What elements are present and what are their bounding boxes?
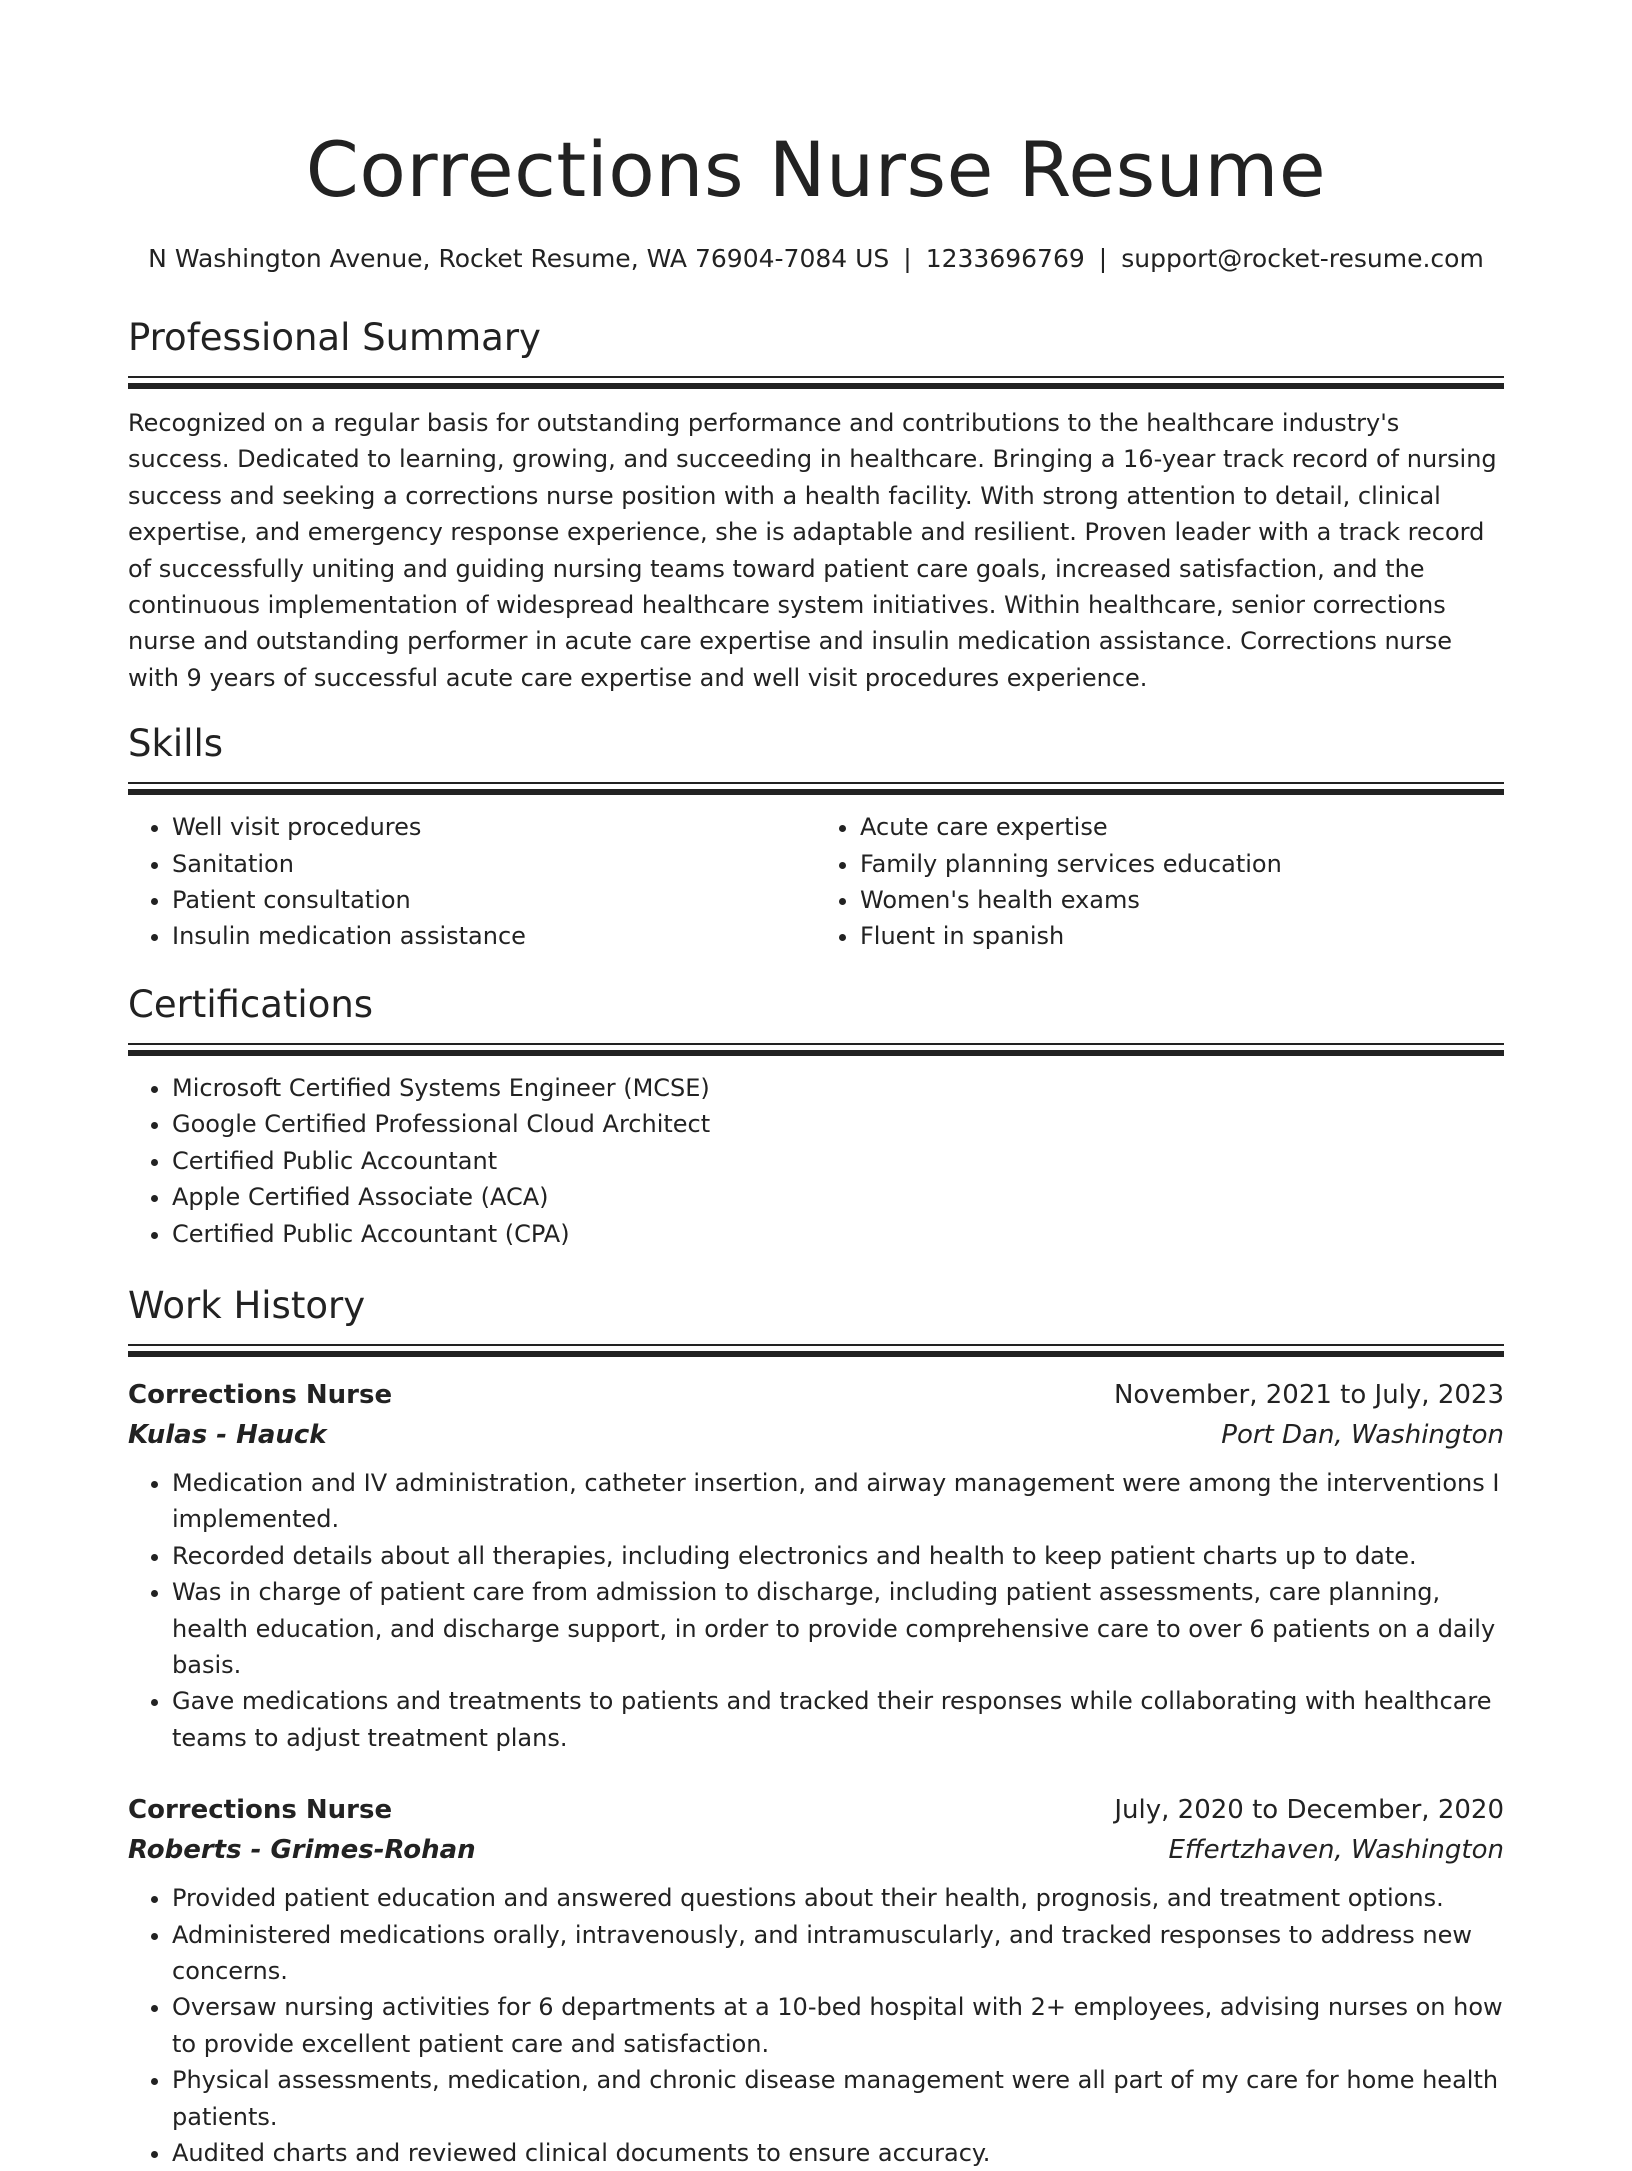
job-location: Effertzhaven, Washington <box>1168 1835 1504 1866</box>
job-bullet: • Recorded details about all therapies, including electronics and health to keep patient charts up to date. <box>172 1538 1504 1574</box>
job-entry <box>128 1375 1504 1756</box>
skill-item: • Family planning services education <box>860 846 1504 882</box>
contact-phone: 1233696769 <box>925 244 1085 273</box>
job-bullet: • Provided patient education and answered questions about their health, prognosis, and treatment options. <box>172 1880 1504 1916</box>
summary-text: Recognized on a regular basis for outstanding performance and contributions to the healthcare industry's success. Dedicated to learning, growing, and succeeding in healthcare. Bringing a 16-year track record of nursing success and seeking a corrections nurse position with a health facility. With strong attention to detail, clinical expertise, and emergency response experience, she is adaptable and resilient. Proven leader with a track record of successfully uniting and guiding nursing teams toward patient care goals, increased satisfaction, and the continuous implementation of widespread healthcare system initiatives. Within healthcare, senior corrections nurse and outstanding performer in acute care expertise and insulin medication assistance. Corrections nurse with 9 years of successful acute care expertise and well visit procedures experience. <box>128 409 1497 692</box>
job-company: Kulas - Hauck <box>128 1419 327 1450</box>
certification-item: • Google Certified Professional Cloud Architect <box>172 1106 1504 1142</box>
certification-item: • Apple Certified Associate (ACA) <box>172 1179 1504 1215</box>
certification-item: • Certified Public Accountant <box>172 1143 1504 1179</box>
job-entry <box>128 1790 1504 2171</box>
section-divider-thick <box>128 1050 1504 1056</box>
section-divider-thick <box>128 383 1504 389</box>
job-bullet: • Was in charge of patient care from admission to discharge, including patient assessments, care planning, health education, and discharge support, in order to provide comprehensive care to over 6 patients on a daily basis. <box>172 1574 1504 1683</box>
job-title: Corrections Nurse <box>128 1795 393 1826</box>
section-divider <box>128 376 1504 378</box>
skill-item: • Patient consultation <box>172 882 816 918</box>
job-header <box>128 1790 1504 1830</box>
skill-item: • Sanitation <box>172 846 816 882</box>
job-bullet: • Physical assessments, medication, and chronic disease management were all part of my care for home health patients. <box>172 2062 1504 2135</box>
skill-item: • Insulin medication assistance <box>172 918 816 954</box>
job-title: Corrections Nurse <box>128 1379 393 1410</box>
job-location: Port Dan, Washington <box>1221 1419 1504 1450</box>
work-history-heading: Work History <box>128 1283 366 1327</box>
job-bullet: • Gave medications and treatments to patients and tracked their responses while collaborating with healthcare teams to adjust treatment plans. <box>172 1683 1504 1756</box>
certification-item: • Microsoft Certified Systems Engineer (MCSE) <box>172 1070 1504 1106</box>
job-subheader <box>128 1830 1504 1870</box>
job-bullets <box>128 1465 1504 1756</box>
job-company: Roberts - Grimes-Rohan <box>128 1835 476 1866</box>
skills-column-right <box>816 809 1504 955</box>
contact-email[interactable]: support@rocket-resume.com <box>1121 244 1484 273</box>
skills-list <box>128 795 1504 955</box>
section-divider <box>128 1344 1504 1346</box>
skills-column-left <box>128 809 816 955</box>
skill-item: • Acute care expertise <box>860 809 1504 845</box>
skill-item: • Women's health exams <box>860 882 1504 918</box>
section-divider <box>128 782 1504 784</box>
job-subheader <box>128 1415 1504 1455</box>
job-dates: July, 2020 to December, 2020 <box>1114 1795 1504 1826</box>
job-bullet: • Audited charts and reviewed clinical documents to ensure accuracy. <box>172 2135 1504 2171</box>
certifications-list <box>128 1070 1504 1252</box>
page-title: Corrections Nurse Resume <box>305 125 1327 214</box>
skill-item: • Fluent in spanish <box>860 918 1504 954</box>
job-header <box>128 1375 1504 1415</box>
certification-item: • Certified Public Accountant (CPA) <box>172 1216 1504 1252</box>
job-bullet: • Medication and IV administration, catheter insertion, and airway management were among the interventions I implemented. <box>172 1465 1504 1538</box>
section-divider <box>128 1043 1504 1045</box>
section-divider-thick <box>128 1351 1504 1357</box>
job-dates: November, 2021 to July, 2023 <box>1113 1379 1504 1410</box>
certifications-heading: Certifications <box>128 982 374 1026</box>
contact-line <box>128 242 1504 276</box>
job-bullet: • Administered medications orally, intravenously, and intramuscularly, and tracked responses to address new concerns. <box>172 1917 1504 1990</box>
job-bullet: • Oversaw nursing activities for 6 departments at a 10-bed hospital with 2+ employees, advising nurses on how to provide excellent patient care and satisfaction. <box>172 1989 1504 2062</box>
skills-heading: Skills <box>128 722 224 766</box>
contact-separator: | <box>903 244 912 273</box>
skill-item: • Well visit procedures <box>172 809 816 845</box>
summary-heading: Professional Summary <box>128 316 541 359</box>
contact-separator: | <box>1098 244 1108 273</box>
contact-address: N Washington Avenue, Rocket Resume, WA 76904-7084 US <box>148 244 890 273</box>
job-bullets <box>128 1880 1504 2171</box>
